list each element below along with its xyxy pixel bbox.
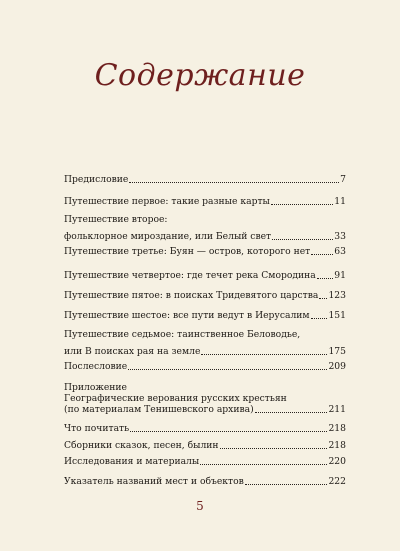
toc-entry-preface (64, 174, 346, 185)
leader-dots (317, 277, 334, 279)
toc-entry-journey-1 (64, 196, 346, 207)
toc-page-number: 123 (328, 290, 346, 301)
toc-entry-title: Сборники сказок, песен, былин (64, 440, 219, 451)
leader-dots (245, 483, 328, 485)
toc-page-number: 63 (334, 246, 346, 257)
toc-entry-afterword (64, 361, 346, 372)
toc-entry-title: (по материалам Тенишевского архива) (64, 404, 254, 415)
toc-page-number: 11 (334, 196, 346, 207)
toc-entry-journey-5 (64, 290, 346, 301)
toc-entry-journey-7 (64, 329, 346, 357)
toc-page-number: 220 (328, 456, 346, 467)
toc-entry-heading: Приложение (64, 382, 127, 393)
leader-dots (271, 203, 333, 205)
toc-page-number: 33 (334, 231, 346, 242)
toc-entry-title: Путешествие третье: Буян — остров, которого нет (64, 246, 311, 257)
toc-entry-subheading: Географические верования русских крестьян (64, 393, 287, 404)
toc-page-number: 151 (328, 310, 346, 321)
toc-entry-title: Путешествие шестое: все пути ведут в Иерусалим (64, 310, 310, 321)
toc-page-number: 91 (334, 270, 346, 281)
toc-entry-journey-4 (64, 270, 346, 281)
toc-page-number: 222 (328, 476, 346, 487)
toc-entry-title: Путешествие первое: такие разные карты (64, 196, 270, 207)
toc-entry-research (64, 456, 346, 467)
toc-page-number: 175 (328, 346, 346, 357)
toc-entry-title: Исследования и материалы (64, 456, 200, 467)
toc-entry-title: Что почитать (64, 423, 130, 434)
leader-dots (201, 353, 327, 355)
toc-page-number: 209 (328, 361, 346, 372)
toc-entry-reading (64, 423, 346, 434)
leader-dots (128, 368, 327, 370)
toc-page-number: 211 (328, 404, 346, 415)
toc-entry-title: Указатель названий мест и объектов (64, 476, 244, 487)
toc-page-number: 218 (328, 423, 346, 434)
leader-dots (129, 181, 339, 183)
toc-entry-title: фольклорное мироздание, или Белый свет (64, 231, 272, 242)
leader-dots (319, 297, 327, 299)
toc-entry-appendix (64, 382, 346, 415)
toc-entry-collections (64, 440, 346, 451)
toc-page-number: 218 (328, 440, 346, 451)
toc-entry-index (64, 476, 346, 487)
toc-entry-title: Путешествие пятое: в поисках Тридевятого царства (64, 290, 319, 301)
leader-dots (255, 411, 328, 413)
page-title: Содержание (94, 58, 306, 93)
toc-entry-journey-6 (64, 310, 346, 321)
toc-entry-title: Послесловие (64, 361, 128, 372)
leader-dots (311, 317, 328, 319)
toc-entry-journey-3 (64, 246, 346, 257)
toc-entry-title: или В поисках рая на земле (64, 346, 201, 357)
toc-entry-journey-2 (64, 214, 346, 242)
leader-dots (220, 447, 328, 449)
leader-dots (130, 430, 327, 432)
leader-dots (200, 463, 327, 465)
toc-entry-heading: Путешествие второе: (64, 214, 168, 225)
toc-page-number: 7 (340, 174, 346, 185)
leader-dots (311, 253, 333, 255)
toc-entry-title: Предисловие (64, 174, 129, 185)
leader-dots (272, 238, 333, 240)
page-number: 5 (196, 499, 204, 513)
toc-entry-title: Путешествие четвертое: где течет река Смородина (64, 270, 316, 281)
toc-entry-heading: Путешествие седьмое: таинственное Беловодье, (64, 329, 301, 340)
